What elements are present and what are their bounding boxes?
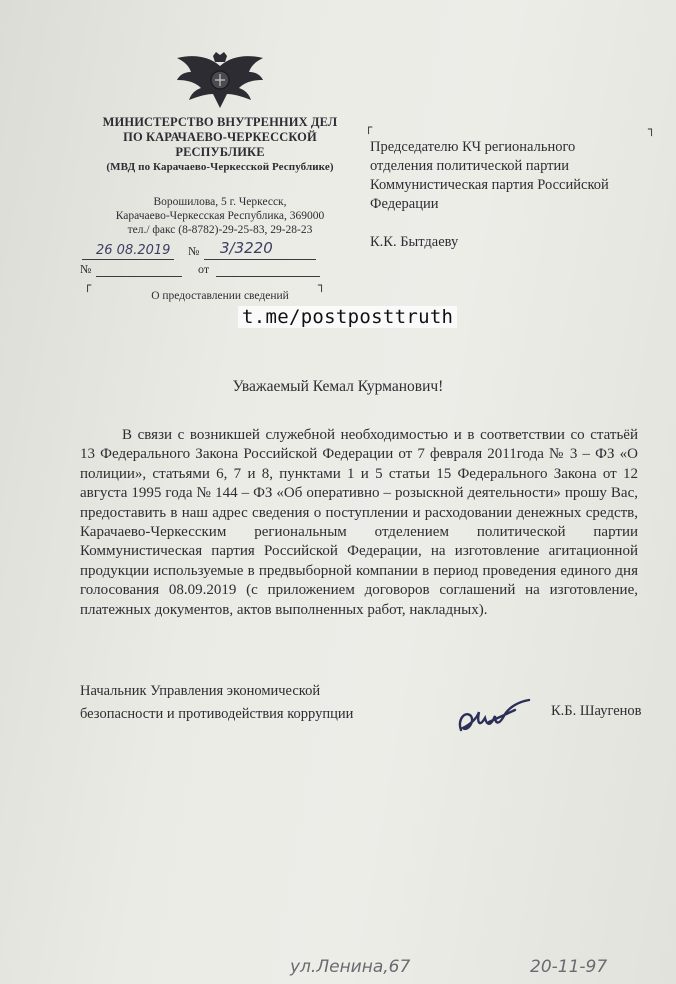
signatory-name: К.Б. Шаугенов — [551, 703, 642, 719]
recipient-block — [370, 138, 660, 214]
ministry-name-line: РЕСПУБЛИКЕ — [175, 145, 265, 159]
watermark-link[interactable]: t.me/postposttruth — [238, 306, 457, 328]
recipient-corner-right-icon: ┐ — [648, 122, 656, 136]
stamp-address: ул.Ленина,67 — [290, 957, 411, 977]
reference-number-underline — [96, 276, 182, 277]
reference-date-underline — [216, 276, 320, 277]
letter-body: В связи с возникшей служебной необходимостью и в соответствии со статьёй 13 Федерального Закона Российской Федерации от 7 февраля 2011года № 3 – ФЗ «О полиции», статьями 6, 7 и 8, пунктами 1 и 5 статьи 15 Федерального Закона от 12 августа 1995 года № 144 – ФЗ «Об оперативно – розыскной деятельности» прошу Вас, предоставить в наш адрес сведения о поступлении и расходовании денежных средств, Карачаево-Черкесским региональным отделением политической партии Коммунистическая партия Российской Федерации, на изготовление агитационной продукции используемые в предвыборной компании в период проведения единого дня голосования 08.09.2019 (с приложением договоров соглашений на изготовление, платежных документов, актов выполненных работ, накладных). — [80, 427, 638, 618]
registration-number: 3/3220 — [220, 239, 273, 257]
recipient-corner-left-icon: ┌ — [365, 120, 373, 134]
date-underline — [82, 259, 174, 260]
contact-line: тел./ факс (8-8782)-29-25-83, 29-28-23 — [127, 224, 313, 236]
signatory-title-line: Начальник Управления экономической — [80, 683, 321, 699]
recipient-line: отделения политической партии — [370, 158, 569, 174]
recipient-line: Федерации — [370, 196, 439, 212]
recipient-name: К.К. Бытдаеву — [370, 234, 459, 250]
signatory-title-line: безопасности и противодействия коррупции — [80, 706, 354, 722]
handwritten-signature — [455, 696, 535, 740]
subject-corner-left-icon: ┌ — [84, 278, 92, 292]
recipient-line: Председателю КЧ регионального — [370, 139, 576, 155]
ministry-address — [70, 195, 370, 237]
document-subject: О предоставлении сведений — [151, 290, 289, 302]
registration-date: 26 08.2019 — [96, 243, 171, 258]
recipient-line: Коммунистическая партия Российской — [370, 177, 609, 193]
subject-corner-right-icon: ┐ — [318, 278, 326, 292]
registration-number-label: № — [188, 244, 200, 258]
reference-from-label: от — [198, 262, 210, 276]
ministry-header — [70, 115, 373, 175]
number-underline — [204, 259, 316, 260]
ministry-name-line: МИНИСТЕРСТВО ВНУТРЕННИХ ДЕЛ — [102, 115, 338, 129]
address-line: Карачаево-Черкесская Республика, 369000 — [115, 210, 325, 222]
greeting: Уважаемый Кемал Курманович! — [232, 378, 444, 395]
reference-number-label: № — [80, 262, 92, 276]
eagle-emblem-icon — [175, 50, 265, 112]
address-line: Ворошилова, 5 г. Черкесск, — [153, 196, 287, 208]
stamp-code: 20-11-97 — [530, 957, 608, 977]
ministry-abbreviation: (МВД по Карачаево-Черкесской Республике) — [106, 161, 334, 173]
signatory-title — [80, 680, 353, 726]
ministry-name-line: ПО КАРАЧАЕВО-ЧЕРКЕССКОЙ — [123, 130, 317, 144]
